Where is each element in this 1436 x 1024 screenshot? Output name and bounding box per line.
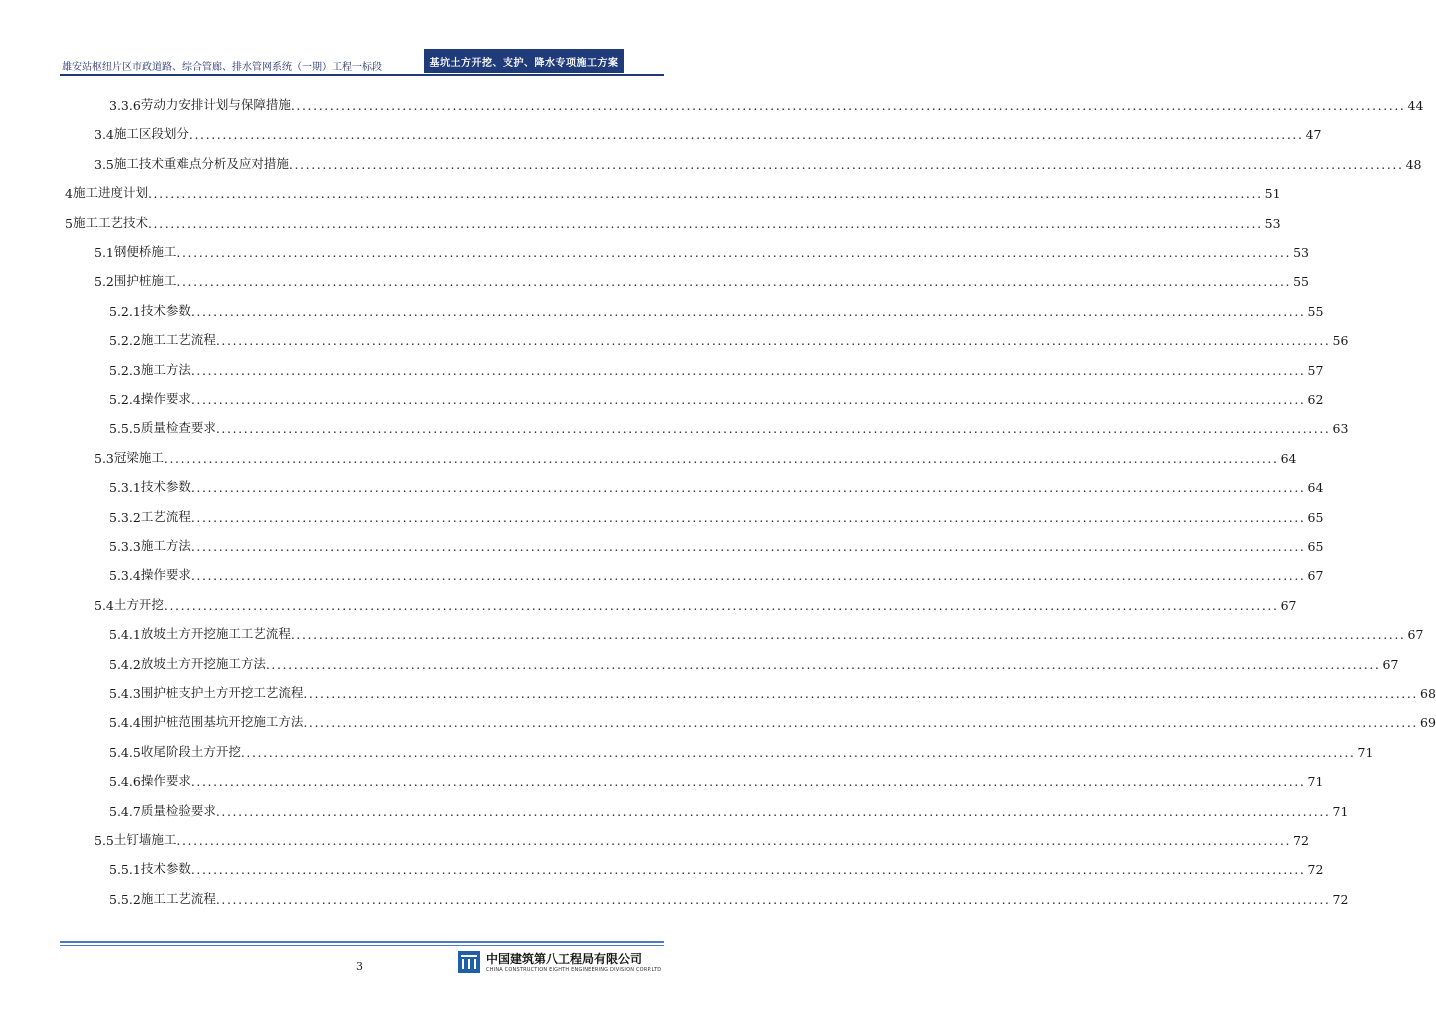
toc-entry-number: 5.3.4 [109, 568, 141, 584]
toc-entry-page: 51 [1264, 186, 1281, 202]
toc-entry[interactable] [109, 563, 1324, 584]
toc-entry[interactable] [94, 828, 1309, 848]
toc-entry-title: 操作要求 [140, 567, 191, 583]
toc-entry-title: 围护桩施工 [113, 273, 177, 289]
toc-entry-page: 56 [1332, 333, 1349, 349]
toc-entry[interactable] [109, 799, 1349, 819]
toc-entry-title: 围护桩范围基坑开挖施工方法 [140, 714, 304, 730]
toc-dot-leader: ........................................................................................................................................................................................................ [190, 539, 1306, 554]
toc-entry-number: 5.4.1 [109, 627, 141, 643]
toc-entry[interactable] [109, 534, 1324, 554]
toc-entry[interactable] [94, 593, 1297, 613]
toc-entry-page: 53 [1264, 215, 1281, 231]
toc-entry-page: 65 [1307, 539, 1324, 554]
toc-dot-leader: ........................................................................................................................................................................................................ [163, 450, 1279, 466]
toc-dot-leader: ........................................................................................................................................................................................................ [190, 362, 1306, 378]
toc-entry-page: 72 [1332, 891, 1349, 907]
toc-entry-title: 施工工艺流程 [140, 332, 216, 348]
toc-entry-number: 5.4 [94, 597, 114, 613]
toc-entry-number: 5.2.1 [109, 303, 141, 319]
toc-entry-title: 施工方法 [140, 538, 191, 553]
toc-entry-page: 71 [1307, 774, 1324, 790]
toc-entry[interactable] [109, 387, 1324, 407]
toc-entry-number: 5.4.2 [109, 656, 141, 672]
toc-entry-title: 施工进度计划 [72, 185, 148, 201]
toc-entry-title: 施工区段划分 [113, 126, 189, 142]
toc-entry-number: 5.4.4 [109, 715, 141, 731]
toc-dot-leader: ........................................................................................................................................................................................................ [188, 127, 1304, 143]
toc-dot-leader: ........................................................................................................................................................................................................ [190, 480, 1306, 496]
toc-dot-leader: ........................................................................................................................................................................................................ [303, 715, 1419, 731]
toc-entry-page: 69 [1420, 715, 1436, 731]
toc-dot-leader: ........................................................................................................................................................................................................ [190, 392, 1306, 407]
toc-dot-leader: ........................................................................................................................................................................................................ [215, 891, 1331, 907]
toc-entry[interactable] [109, 740, 1374, 760]
toc-entry[interactable] [109, 652, 1399, 672]
toc-entry[interactable] [109, 681, 1436, 701]
toc-entry-number: 5.3 [94, 450, 114, 466]
toc-entry-number: 3.4 [94, 127, 114, 143]
toc-entry-number: 5.3.2 [109, 509, 141, 525]
toc-entry[interactable] [109, 505, 1324, 525]
toc-entry-title: 施工工艺技术 [72, 214, 148, 230]
toc-entry[interactable] [109, 299, 1324, 319]
footer-divider-thin [60, 945, 664, 946]
toc-dot-leader: ........................................................................................................................................................................................................ [190, 568, 1306, 584]
toc-entry[interactable] [109, 328, 1349, 349]
toc-entry-page: 57 [1307, 362, 1324, 378]
toc-entry-page: 53 [1293, 245, 1309, 260]
toc-entry-page: 48 [1405, 156, 1422, 172]
toc-entry-page: 65 [1307, 509, 1324, 525]
toc-entry-number: 4 [65, 186, 73, 202]
toc-entry-page: 67 [1280, 597, 1297, 613]
toc-entry-title: 工艺流程 [140, 508, 191, 524]
toc-dot-leader: ........................................................................................................................................................................................................ [215, 421, 1331, 437]
toc-entry[interactable] [109, 475, 1324, 496]
footer-divider [60, 941, 664, 943]
toc-entry[interactable] [65, 181, 1281, 202]
page-number: 3 [356, 960, 363, 973]
toc-dot-leader: ........................................................................................................................................................................................................ [265, 656, 1381, 672]
header-section-tab: 基坑土方开挖、支护、降水专项施工方案 [424, 49, 624, 73]
toc-dot-leader: ........................................................................................................................................................................................................ [163, 597, 1279, 613]
toc-entry-page: 71 [1332, 803, 1349, 819]
toc-entry-title: 放坡土方开挖施工方法 [140, 655, 266, 671]
toc-dot-leader: ........................................................................................................................................................................................................ [290, 98, 1406, 113]
toc-entry[interactable] [109, 416, 1349, 437]
toc-entry-title: 施工技术重难点分析及应对措施 [113, 155, 289, 171]
toc-entry[interactable] [109, 887, 1349, 907]
cscec-logo-icon [458, 951, 480, 973]
toc-entry[interactable] [94, 240, 1309, 260]
toc-entry-number: 5 [65, 215, 73, 231]
toc-entry-title: 技术参数 [140, 302, 191, 318]
toc-entry-title: 土钉墙施工 [113, 832, 177, 847]
toc-entry-title: 技术参数 [140, 479, 191, 495]
toc-entry-title: 土方开挖 [113, 596, 164, 612]
toc-entry[interactable] [94, 269, 1309, 290]
toc-dot-leader: ........................................................................................................................................................................................................ [147, 215, 1263, 231]
toc-entry[interactable] [109, 769, 1324, 790]
header-divider [60, 74, 664, 76]
toc-entry-title: 质量检验要求 [140, 802, 216, 818]
company-name-en: CHINA CONSTRUCTION EIGHTH ENGINEERING DIVISION CORP.LTD [486, 967, 662, 973]
toc-dot-leader: ........................................................................................................................................................................................................ [190, 774, 1306, 790]
toc-entry-page: 71 [1357, 744, 1374, 760]
toc-entry-page: 55 [1293, 274, 1309, 290]
toc-entry-number: 5.4.7 [109, 803, 141, 819]
toc-entry-number: 5.2.3 [109, 362, 141, 378]
toc-entry-page: 67 [1382, 656, 1399, 672]
toc-entry[interactable] [94, 446, 1297, 466]
toc-entry-number: 5.2 [94, 274, 114, 290]
toc-dot-leader: ........................................................................................................................................................................................................ [215, 803, 1331, 819]
toc-dot-leader: ........................................................................................................................................................................................................ [147, 186, 1263, 202]
toc-entry-title: 操作要求 [140, 773, 191, 789]
toc-entry-number: 5.4.5 [109, 744, 141, 760]
toc-entry[interactable] [109, 857, 1324, 878]
toc-entry-number: 5.3.3 [109, 539, 141, 554]
toc-entry-number: 5.2.2 [109, 333, 141, 349]
toc-entry-title: 钢便桥施工 [113, 244, 177, 259]
toc-entry-title: 收尾阶段土方开挖 [140, 743, 241, 759]
toc-entry-number: 5.5 [94, 833, 114, 848]
toc-entry[interactable] [109, 622, 1424, 643]
toc-dot-leader: ........................................................................................................................................................................................................ [215, 333, 1331, 349]
company-name-cn: 中国建筑第八工程局有限公司 [486, 952, 643, 966]
toc-dot-leader: ........................................................................................................................................................................................................ [176, 833, 1292, 848]
toc-dot-leader: ........................................................................................................................................................................................................ [288, 156, 1404, 172]
toc-dot-leader: ........................................................................................................................................................................................................ [176, 274, 1292, 290]
toc-entry[interactable] [109, 710, 1436, 731]
toc-entry-title: 技术参数 [140, 861, 191, 877]
toc-entry-page: 44 [1407, 98, 1424, 113]
toc-dot-leader: ........................................................................................................................................................................................................ [290, 627, 1406, 643]
toc-entry-title: 劳动力安排计划与保障措施 [140, 97, 291, 112]
toc-entry-title: 围护桩支护土方开挖工艺流程 [140, 685, 304, 700]
toc-entry-title: 操作要求 [140, 391, 191, 406]
toc-entry[interactable] [109, 93, 1424, 113]
toc-entry-title: 质量检查要求 [140, 420, 216, 436]
toc-entry-number: 5.2.4 [109, 392, 141, 407]
toc-entry-number: 3.5 [94, 156, 114, 172]
toc-entry-number: 5.5.5 [109, 421, 141, 437]
toc-entry-number: 5.1 [94, 245, 114, 260]
toc-entry-page: 67 [1307, 568, 1324, 584]
toc-entry-page: 47 [1305, 127, 1322, 143]
toc-entry[interactable] [94, 152, 1422, 172]
toc-entry-number: 5.4.3 [109, 686, 141, 701]
toc-entry[interactable] [65, 211, 1281, 231]
toc-dot-leader: ........................................................................................................................................................................................................ [176, 245, 1292, 260]
toc-entry-title: 施工工艺流程 [140, 890, 216, 906]
toc-entry-number: 5.5.2 [109, 891, 141, 907]
toc-entry-page: 64 [1307, 480, 1324, 496]
toc-entry-page: 63 [1332, 421, 1349, 437]
toc-dot-leader: ........................................................................................................................................................................................................ [240, 744, 1356, 760]
toc-entry-page: 68 [1420, 686, 1436, 701]
toc-entry-page: 55 [1307, 303, 1324, 319]
toc-entry-title: 施工方法 [140, 361, 191, 377]
toc-entry-title: 放坡土方开挖施工工艺流程 [140, 626, 291, 642]
toc-entry[interactable] [109, 358, 1324, 378]
toc-entry-number: 5.5.1 [109, 862, 141, 878]
toc-dot-leader: ........................................................................................................................................................................................................ [190, 862, 1306, 878]
toc-entry-number: 5.4.6 [109, 774, 141, 790]
toc-entry-title: 冠梁施工 [113, 449, 164, 465]
header-project-title: 雄安站枢纽片区市政道路、综合管廊、排水管网系统（一期）工程一标段 [62, 62, 382, 73]
toc-entry-page: 72 [1293, 833, 1309, 848]
toc-entry-page: 72 [1307, 862, 1324, 878]
toc-entry-page: 64 [1280, 450, 1297, 466]
toc-entry[interactable] [94, 122, 1322, 143]
toc-entry-page: 62 [1307, 392, 1324, 407]
toc-dot-leader: ........................................................................................................................................................................................................ [303, 686, 1419, 701]
toc-entry-number: 5.3.1 [109, 480, 141, 496]
toc-entry-number: 3.3.6 [109, 98, 141, 113]
toc-dot-leader: ........................................................................................................................................................................................................ [190, 303, 1306, 319]
toc-entry-page: 67 [1407, 627, 1424, 643]
toc-dot-leader: ........................................................................................................................................................................................................ [190, 509, 1306, 525]
